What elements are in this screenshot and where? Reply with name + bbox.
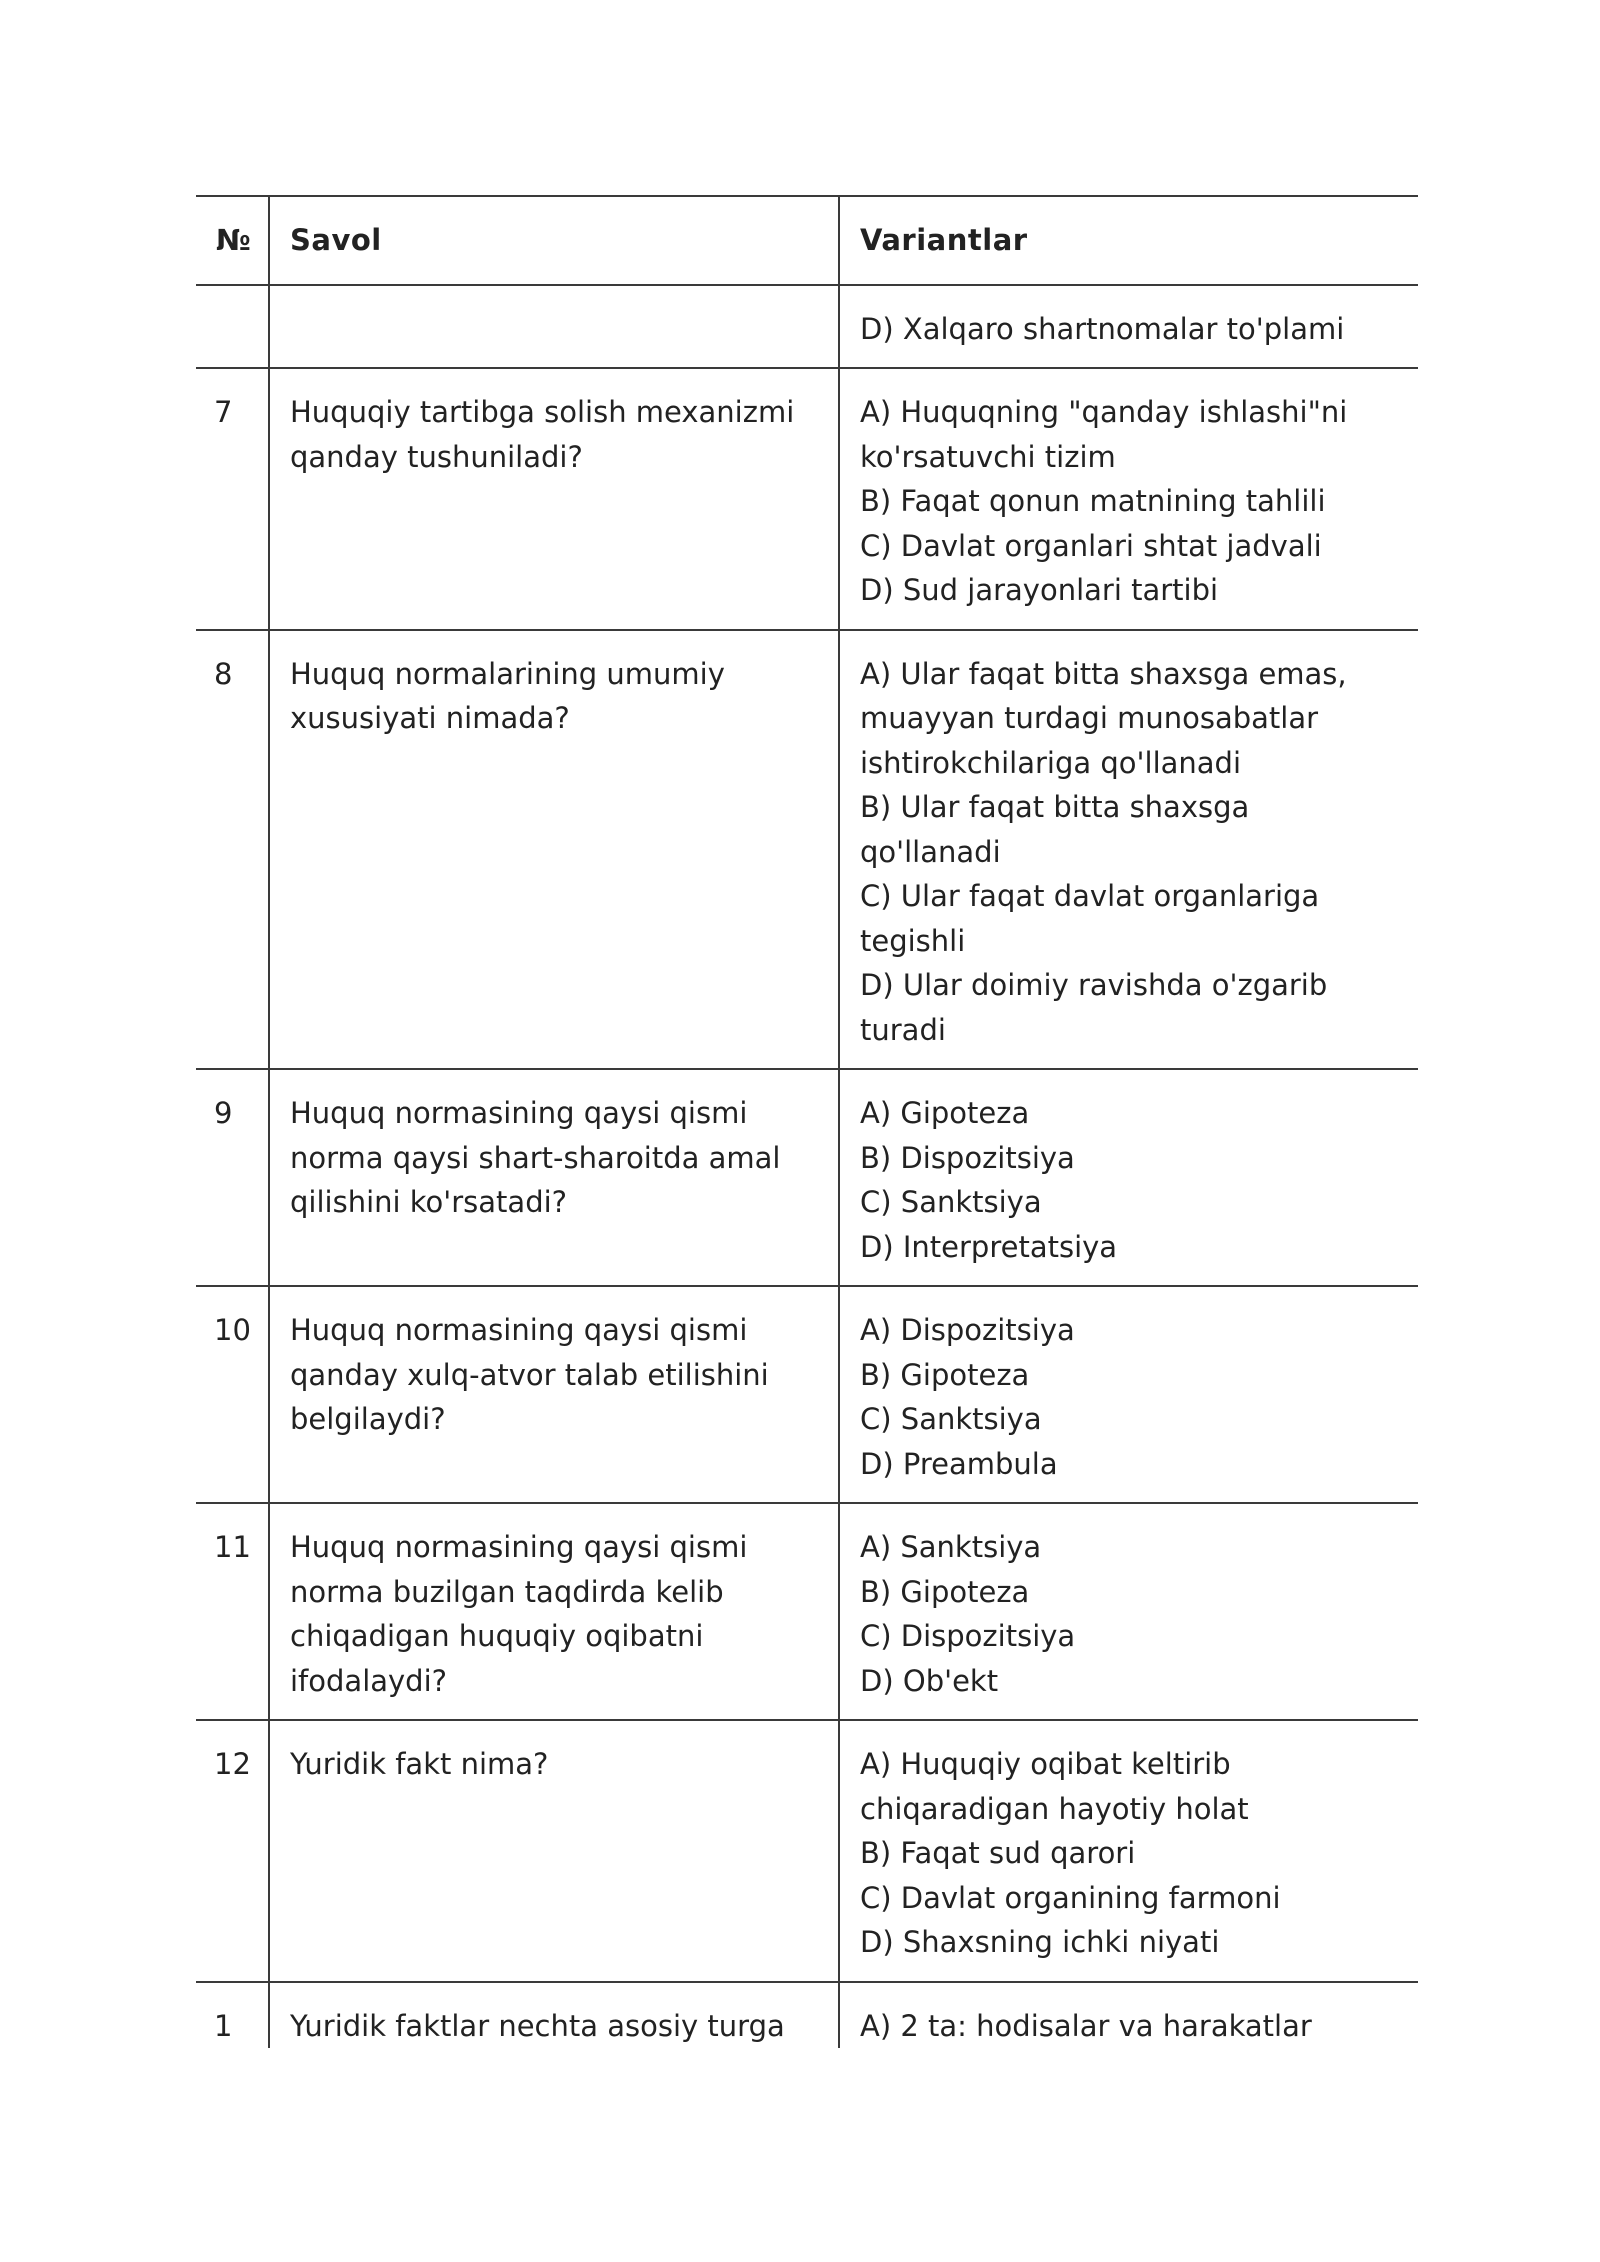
question-number: 8 — [196, 630, 269, 1070]
answer-options — [839, 285, 1418, 369]
answer-options — [839, 368, 1418, 630]
question-number: 7 — [196, 368, 269, 630]
answer-option: D) Ob'ekt — [860, 1663, 999, 1698]
answer-option: D) Interpretatsiya — [860, 1229, 1118, 1264]
table-body — [196, 285, 1418, 2049]
table-row — [196, 285, 1418, 369]
answer-option: A) Gipoteza — [860, 1096, 1030, 1130]
table-row — [196, 1720, 1418, 1982]
question-text: Huquq normasining qaysi qismi qanday xulq-atvor talab etilishini belgilaydi? — [269, 1286, 839, 1503]
answer-options — [839, 1503, 1418, 1720]
table-row — [196, 368, 1418, 630]
answer-option: C) Davlat organlari shtat jadvali — [860, 528, 1322, 563]
answer-options — [839, 1982, 1418, 2049]
answer-option: C) Davlat organining farmoni — [860, 1880, 1281, 1915]
question-text: Huquq normasining qaysi qismi norma buzilgan taqdirda kelib chiqadigan huquqiy oqibatni ifodalaydi? — [269, 1503, 839, 1720]
column-header-question: Savol — [269, 196, 839, 285]
question-text: Huquqiy tartibga solish mexanizmi qanday tushuniladi? — [269, 368, 839, 630]
quiz-table — [196, 195, 1418, 2048]
answer-option: B) Dispozitsiya — [860, 1140, 1075, 1175]
answer-option: C) Ular faqat davlat organlariga tegishli — [860, 879, 1320, 958]
answer-option: D) Xalqaro shartnomalar to'plami — [860, 311, 1345, 346]
table-header-row — [196, 196, 1418, 285]
answer-option: A) Huquqiy oqibat keltirib chiqaradigan hayotiy holat — [860, 1747, 1249, 1826]
answer-option: A) Sanktsiya — [860, 1530, 1042, 1564]
question-number — [196, 285, 269, 369]
question-number: 1 — [196, 1982, 269, 2049]
answer-options — [839, 1069, 1418, 1286]
question-text: Huquq normasining qaysi qismi norma qaysi shart-sharoitda amal qilishini ko'rsatadi? — [269, 1069, 839, 1286]
answer-option: B) Ular faqat bitta shaxsga qo'llanadi — [860, 790, 1250, 869]
answer-option: A) 2 ta: hodisalar va harakatlar — [860, 2008, 1312, 2043]
answer-option: A) Huquqning "qanday ishlashi"ni ko'rsatuvchi tizim — [860, 395, 1348, 474]
table-row — [196, 1503, 1418, 1720]
answer-options — [839, 1720, 1418, 1982]
answer-option: C) Sanktsiya — [860, 1402, 1042, 1436]
question-number: 11 — [196, 1503, 269, 1720]
table-row — [196, 1069, 1418, 1286]
table-row — [196, 630, 1418, 1070]
answer-option: A) Dispozitsiya — [860, 1313, 1075, 1347]
answer-option: B) Faqat sud qarori — [860, 1836, 1136, 1870]
question-text: Yuridik fakt nima? — [269, 1720, 839, 1982]
question-text — [269, 285, 839, 369]
answer-options — [839, 1286, 1418, 1503]
question-text: Yuridik faktlar nechta asosiy turga — [269, 1982, 839, 2049]
table-row — [196, 1982, 1418, 2049]
column-header-options: Variantlar — [839, 196, 1418, 285]
answer-options — [839, 630, 1418, 1070]
answer-option: B) Faqat qonun matnining tahlili — [860, 484, 1326, 518]
answer-option: D) Preambula — [860, 1446, 1058, 1481]
answer-option: D) Ular doimiy ravishda o'zgarib turadi — [860, 968, 1328, 1047]
table-row — [196, 1286, 1418, 1503]
question-text: Huquq normalarining umumiy xususiyati nimada? — [269, 630, 839, 1070]
answer-option: B) Gipoteza — [860, 1574, 1030, 1609]
column-header-number: № — [196, 196, 269, 285]
answer-option: D) Shaxsning ichki niyati — [860, 1925, 1220, 1959]
answer-option: B) Gipoteza — [860, 1357, 1030, 1392]
answer-option: D) Sud jarayonlari tartibi — [860, 573, 1219, 607]
question-number: 12 — [196, 1720, 269, 1982]
answer-option: C) Dispozitsiya — [860, 1619, 1076, 1653]
question-number: 10 — [196, 1286, 269, 1503]
answer-option: C) Sanktsiya — [860, 1185, 1042, 1219]
answer-option: A) Ular faqat bitta shaxsga emas, muayyan turdagi munosabatlar ishtirokchilariga qo'llanadi — [860, 656, 1347, 780]
question-number: 9 — [196, 1069, 269, 1286]
